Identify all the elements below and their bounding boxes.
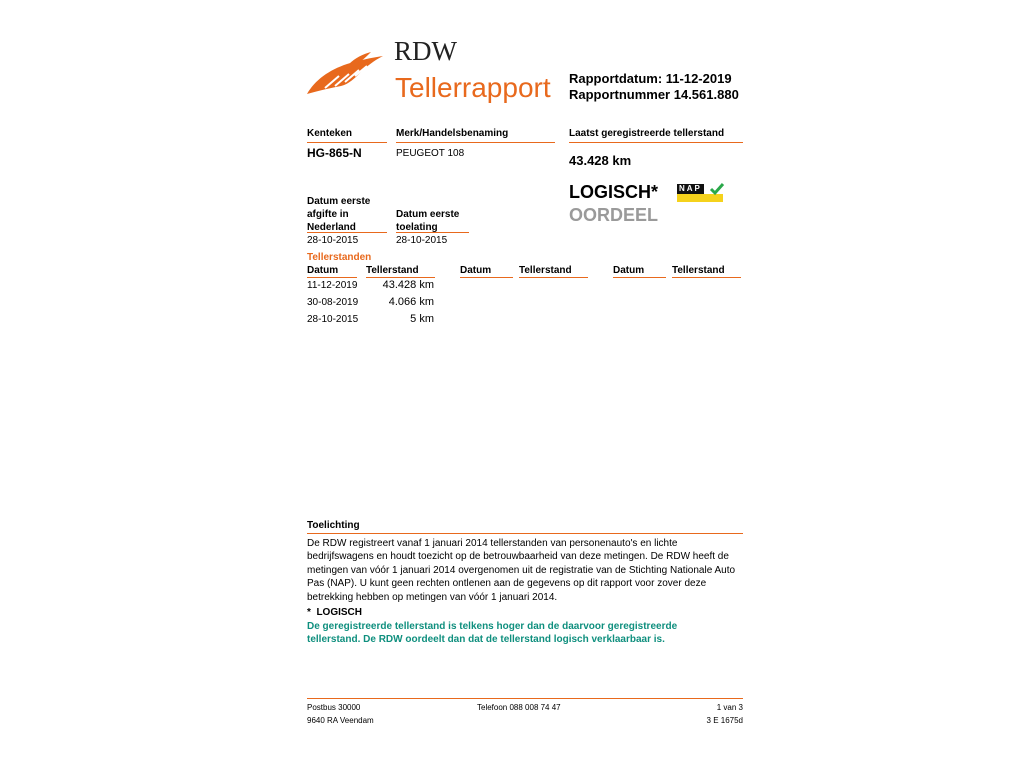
divider: [396, 232, 469, 233]
page-title: Tellerrapport: [395, 72, 551, 103]
first-admission-label: [396, 208, 459, 234]
readings-value: 5 km: [410, 313, 434, 325]
first-nl-label-line: Datum eerste: [307, 196, 371, 207]
nap-logo: [677, 184, 725, 202]
explanation-text: [307, 537, 747, 604]
readings-value: 43.428 km: [382, 279, 434, 291]
divider: [569, 142, 743, 143]
readings-title: Tellerstanden: [307, 252, 372, 263]
divider: [307, 142, 387, 143]
footnote-line: tellerstand. De RDW oordeelt dan dat de tellerstand logisch verklaarbaar is.: [307, 634, 665, 646]
first-admission-label-line: toelating: [396, 222, 438, 233]
checkmark-icon: [709, 182, 725, 196]
divider: [613, 277, 666, 278]
readings-col-date: Datum: [460, 265, 492, 276]
readings-col-date: Datum: [613, 265, 645, 276]
divider: [366, 277, 435, 278]
divider: [460, 277, 513, 278]
verdict-label: OORDEEL: [569, 205, 659, 225]
readings-value: 4.066 km: [388, 296, 434, 308]
footer-address-line: Postbus 30000: [307, 703, 361, 712]
footer-page: 1 van 3: [716, 703, 743, 712]
readings-col-reading: Tellerstand: [672, 265, 725, 276]
readings-date: 11-12-2019: [307, 280, 358, 291]
footer-phone: Telefoon 088 008 74 47: [477, 703, 561, 712]
divider: [307, 533, 743, 534]
explanation-line: De RDW registreert vanaf 1 januari 2014 tellerstanden van personenauto's en lichte: [307, 538, 678, 549]
explanation-title: Toelichting: [307, 520, 360, 531]
plate-label: Kenteken: [307, 128, 353, 139]
divider: [307, 232, 387, 233]
readings-row: [307, 297, 437, 311]
nap-logo-text: NAP: [679, 184, 702, 193]
readings-col-reading: Tellerstand: [519, 265, 572, 276]
footnote-title: * LOGISCH: [307, 607, 363, 618]
explanation-line: metingen van vóór 1 januari 2014 overgenomen uit de registratie van de Stichting Nationale Auto: [307, 564, 736, 576]
readings-date: 28-10-2015: [307, 314, 359, 325]
plate-value: HG-865-N: [307, 146, 362, 160]
readings-row: [307, 280, 437, 294]
first-nl-label-line: Nederland: [307, 222, 356, 233]
brand-value: PEUGEOT 108: [396, 148, 465, 159]
divider: [672, 277, 741, 278]
rdw-logo-feather-icon: [305, 50, 385, 96]
readings-col-reading: Tellerstand: [366, 265, 419, 276]
brand-label: Merk/Handelsbenaming: [396, 128, 509, 139]
readings-row: [307, 314, 437, 328]
divider: [519, 277, 588, 278]
explanation-line: Pas (NAP). U kunt geen rechten ontlenen aan de gegevens op dit rapport voor zover deze: [307, 578, 707, 590]
footnote-line: De geregistreerde tellerstand is telkens hoger dan de daarvoor geregistreerde: [307, 621, 678, 632]
readings-date: 30-08-2019: [307, 297, 359, 308]
footnote-text: [307, 620, 677, 647]
first-nl-value: 28-10-2015: [307, 235, 359, 246]
first-admission-label-line: Datum eerste: [396, 209, 460, 220]
footer-code: 3 E 1675d: [706, 716, 743, 725]
rdw-logo-text: RDW: [394, 36, 457, 66]
readings-col-date: Datum: [307, 265, 339, 276]
first-admission-value: 28-10-2015: [396, 235, 448, 246]
odometer-label: Laatst geregistreerde tellerstand: [569, 128, 725, 139]
first-nl-label: [307, 195, 370, 234]
explanation-line: betrekking hebben op metingen van vóór 1 januari 2014.: [307, 591, 558, 603]
report-number: Rapportnummer 14.561.880: [569, 87, 739, 102]
divider: [396, 142, 555, 143]
explanation-line: bedrijfswagens en houdt toezicht op de betrouwbaarheid van deze metingen. De RDW heeft de: [307, 551, 729, 563]
report-date: Rapportdatum: 11-12-2019: [569, 71, 732, 86]
odometer-value: 43.428 km: [569, 153, 632, 168]
divider: [307, 277, 357, 278]
footer-address-line: 9640 RA Veendam: [307, 716, 374, 725]
footer-divider: [307, 698, 743, 699]
verdict-value: LOGISCH*: [569, 182, 659, 202]
first-nl-label-line: afgifte in: [307, 209, 349, 220]
